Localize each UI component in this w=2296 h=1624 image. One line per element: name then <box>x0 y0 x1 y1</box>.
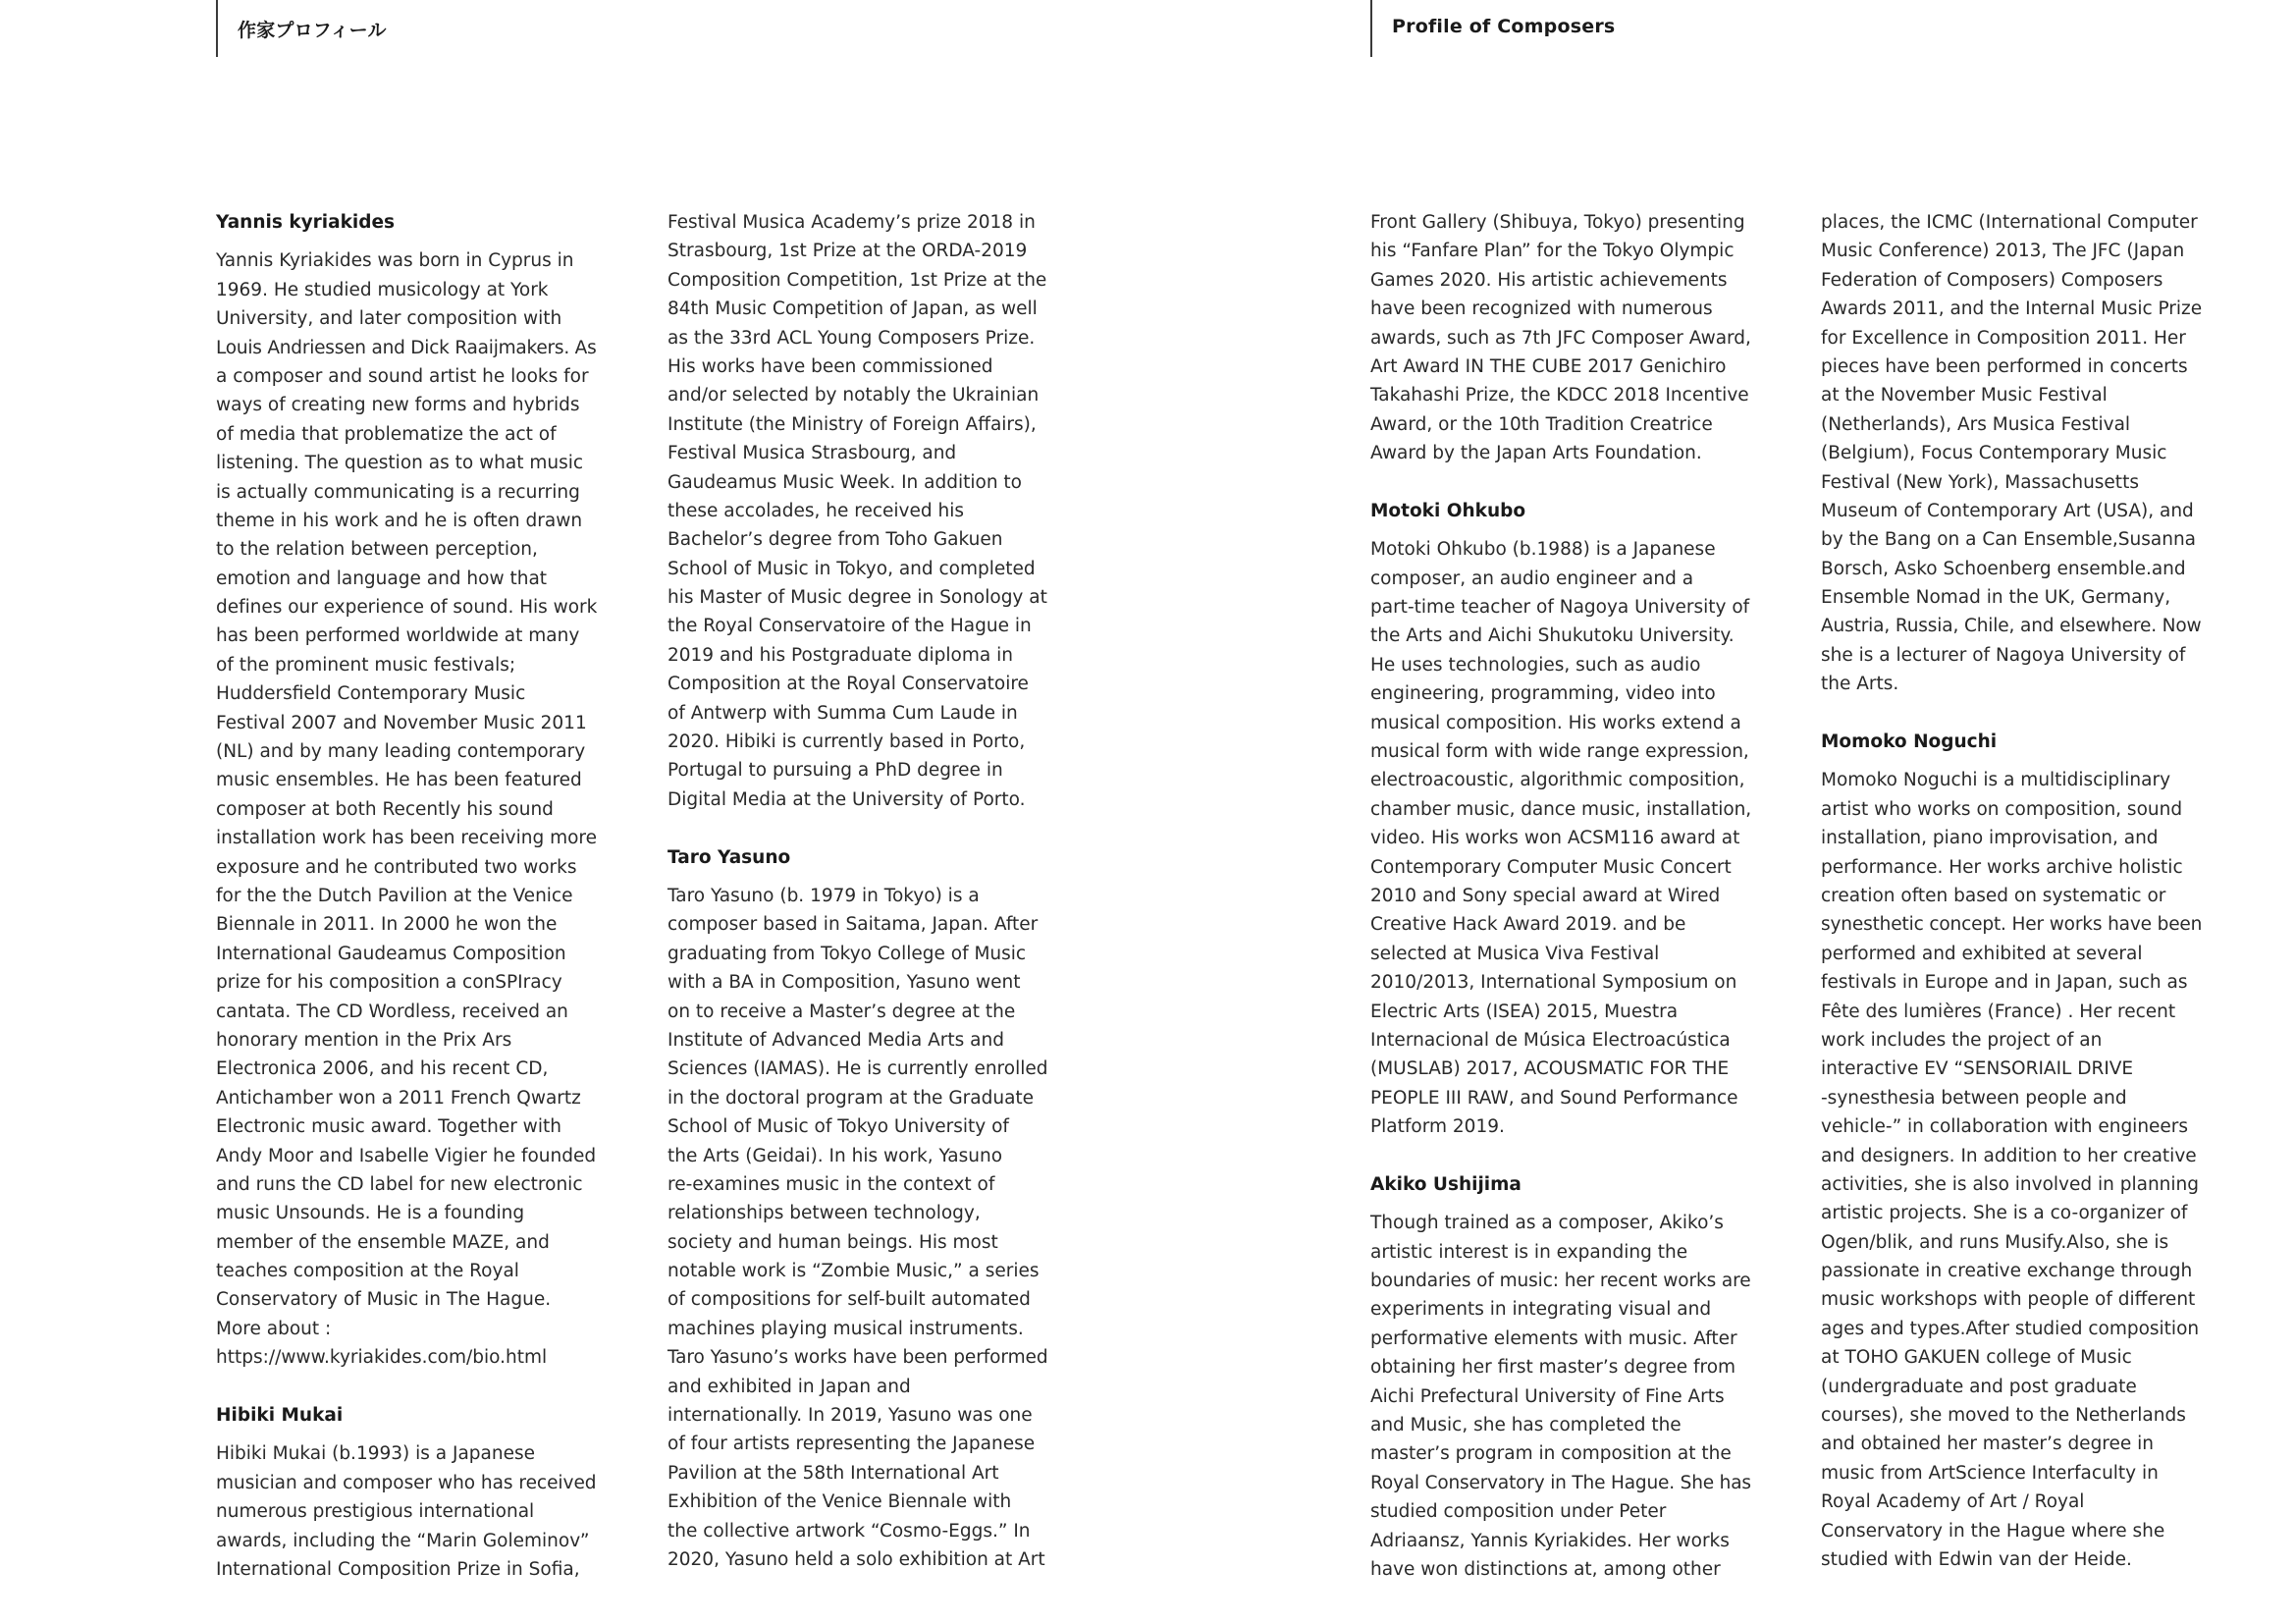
text-column-1 <box>216 208 597 1584</box>
bio-line: University, and later composition with <box>216 308 562 330</box>
bio-line: awards, such as 7th JFC Composer Award, <box>1370 327 1751 349</box>
bio-line: defines our experience of sound. His work <box>216 597 598 619</box>
bio-line: video. His works won ACSM116 award at <box>1370 828 1740 849</box>
bio-line: graduating from Tokyo College of Music <box>667 943 1027 964</box>
bio-line: Museum of Contemporary Art (USA), and <box>1821 500 2194 521</box>
bio-line: creation often based on systematic or <box>1821 885 2166 906</box>
bio-line: electroacoustic, algorithmic composition, <box>1370 770 1745 791</box>
bio-line: with a BA in Composition, Yasuno went <box>667 972 1021 994</box>
bio-line: exposure and he contributed two works <box>216 856 577 878</box>
bio-line: Takahashi Prize, the KDCC 2018 Incentive <box>1370 385 1749 406</box>
bio-line: performance. Her works archive holistic <box>1821 856 2183 878</box>
bio-line: Electronica 2006, and his recent CD, <box>216 1058 549 1080</box>
bio-line: of media that problematize the act of <box>216 423 557 445</box>
bio-line: teaches composition at the Royal <box>216 1261 519 1282</box>
text-column-4 <box>1821 208 2202 1574</box>
bio-line: (Netherlands), Ars Musica Festival <box>1821 413 2131 435</box>
bio-line: the Arts (Geidai). In his work, Yasuno <box>667 1145 1003 1166</box>
bio-line: Festival Musica Academy’s prize 2018 in <box>667 212 1036 233</box>
bio-line: she is a lecturer of Nagoya University of <box>1821 644 2186 666</box>
bio-line: Festival (New York), Massachusetts <box>1821 471 2139 493</box>
bio-line: festivals in Europe and in Japan, such as <box>1821 972 2188 994</box>
bio-line: for the the Dutch Pavilion at the Venice <box>216 885 573 906</box>
composer-entry <box>1370 208 1751 468</box>
bio-line: (MUSLAB) 2017, ACOUSMATIC FOR THE <box>1370 1058 1730 1080</box>
bio-line: engineering, programming, video into <box>1370 683 1716 705</box>
bio-line: studied with Edwin van der Heide. <box>1821 1548 2132 1570</box>
bio-line: Biennale in 2011. In 2000 he won the <box>216 914 558 936</box>
bio-line: activities, she is also involved in planning <box>1821 1173 2200 1195</box>
bio-line: on to receive a Master’s degree at the <box>667 1001 1016 1022</box>
composer-name: Momoko Noguchi <box>1821 731 1998 753</box>
bio-line: Royal Conservatory in The Hague. She has <box>1370 1472 1751 1493</box>
bio-line: obtaining her first master’s degree from <box>1370 1357 1736 1379</box>
composer-bio <box>1821 208 2202 699</box>
bio-line: synesthetic concept. Her works have been <box>1821 914 2203 936</box>
bio-line: Borsch, Asko Schoenberg ensemble.and <box>1821 558 2186 579</box>
bio-line: the Royal Conservatoire of the Hague in <box>667 616 1032 637</box>
bio-line: Louis Andriessen and Dick Raaijmakers. As <box>216 337 597 358</box>
bio-line: Though trained as a composer, Akiko’s <box>1370 1213 1724 1234</box>
bio-line: Conservatory of Music in The Hague. <box>216 1289 552 1311</box>
bio-line: ways of creating new forms and hybrids <box>216 395 580 416</box>
bio-line: part-time teacher of Nagoya University of <box>1370 597 1750 619</box>
composer-entry <box>1821 728 2202 1574</box>
bio-line: Adriaansz, Yannis Kyriakides. Her works <box>1370 1530 1730 1551</box>
composer-name: Hibiki Mukai <box>216 1405 344 1427</box>
bio-line: pieces have been performed in concerts <box>1821 355 2188 377</box>
bio-line: and Music, she has completed the <box>1370 1415 1682 1436</box>
bio-line: master’s program in composition at the <box>1370 1443 1732 1465</box>
bio-line: Awards 2011, and the Internal Music Prize <box>1821 298 2203 320</box>
left-header-rule <box>216 0 218 57</box>
bio-line: at the November Music Festival <box>1821 385 2108 406</box>
bio-line: https://www.kyriakides.com/bio.html <box>216 1347 548 1369</box>
bio-line: places, the ICMC (International Computer <box>1821 212 2198 233</box>
right-header-rule <box>1370 0 1372 57</box>
bio-line: machines playing musical instruments. <box>667 1318 1024 1339</box>
bio-line: to the relation between perception, <box>216 539 538 561</box>
bio-line: Art Award IN THE CUBE 2017 Genichiro <box>1370 355 1727 377</box>
bio-line: courses), she moved to the Netherlands <box>1821 1405 2186 1427</box>
bio-line: internationally. In 2019, Yasuno was one <box>667 1405 1033 1427</box>
bio-line: artist who works on composition, sound <box>1821 798 2183 820</box>
bio-line: Fête des lumières (France) . Her recent <box>1821 1001 2176 1022</box>
bio-line: Front Gallery (Shibuya, Tokyo) presenting <box>1370 212 1745 233</box>
bio-line: Festival Musica Strasbourg, and <box>667 443 957 464</box>
bio-line: PEOPLE III RAW, and Sound Performance <box>1370 1087 1738 1109</box>
composer-entry <box>1821 208 2202 699</box>
composer-entry <box>216 1401 597 1584</box>
bio-line: artistic projects. She is a co-organizer of <box>1821 1203 2188 1224</box>
bio-line: Composition Competition, 1st Prize at the <box>667 269 1047 291</box>
composer-name: Motoki Ohkubo <box>1370 500 1526 521</box>
bio-line: music from ArtScience Interfaculty in <box>1821 1462 2159 1484</box>
bio-line: International Composition Prize in Sofia, <box>216 1558 580 1580</box>
bio-line: Portugal to pursuing a PhD degree in <box>667 760 1003 782</box>
bio-line: (undergraduate and post graduate <box>1821 1376 2137 1397</box>
right-page-title: Profile of Composers <box>1392 16 1616 37</box>
bio-line: Aichi Prefectural University of Fine Arts <box>1370 1385 1725 1407</box>
bio-line: honorary mention in the Prix Ars <box>216 1029 512 1051</box>
bio-line: these accolades, he received his <box>667 500 964 521</box>
bio-line: performed and exhibited at several <box>1821 943 2143 964</box>
bio-line: in the doctoral program at the Graduate <box>667 1087 1035 1109</box>
bio-line: of the prominent music festivals; <box>216 654 516 676</box>
composer-bio <box>216 246 597 1372</box>
bio-line: and obtained her master’s degree in <box>1821 1434 2155 1455</box>
bio-line: His works have been commissioned <box>667 355 993 377</box>
bio-line: Andy Moor and Isabelle Vigier he founded <box>216 1145 597 1166</box>
bio-line: Contemporary Computer Music Concert <box>1370 856 1732 878</box>
bio-line: and runs the CD label for new electronic <box>216 1173 583 1195</box>
bio-line: Award by the Japan Arts Foundation. <box>1370 443 1702 464</box>
bio-line: of compositions for self-built automated <box>667 1289 1031 1311</box>
bio-line: 1969. He studied musicology at York <box>216 279 549 300</box>
bio-line: and/or selected by notably the Ukrainian <box>667 385 1040 406</box>
bio-line: Creative Hack Award 2019. and be <box>1370 914 1686 936</box>
bio-line: composer at both Recently his sound <box>216 798 554 820</box>
bio-line: Platform 2019. <box>1370 1116 1505 1138</box>
composer-entry <box>1370 497 1751 1142</box>
bio-line: for Excellence in Composition 2011. Her <box>1821 327 2186 349</box>
bio-line: member of the ensemble MAZE, and <box>216 1231 550 1253</box>
bio-line: at TOHO GAKUEN college of Music <box>1821 1347 2132 1369</box>
bio-line: relationships between technology, <box>667 1203 981 1224</box>
bio-line: Antichamber won a 2011 French Qwartz <box>216 1087 581 1109</box>
bio-line: the collective artwork “Cosmo-Eggs.” In <box>667 1520 1031 1542</box>
bio-line: musical form with wide range expression, <box>1370 741 1749 763</box>
bio-line: music workshops with people of different <box>1821 1289 2196 1311</box>
bio-line: 84th Music Competition of Japan, as well <box>667 298 1038 320</box>
bio-line: Digital Media at the University of Porto. <box>667 788 1026 810</box>
bio-line: Pavilion at the 58th International Art <box>667 1462 999 1484</box>
composer-bio <box>1370 1209 1751 1584</box>
bio-line: Taro Yasuno (b. 1979 in Tokyo) is a <box>667 885 980 906</box>
bio-line: Huddersfield Contemporary Music <box>216 683 526 705</box>
bio-line: and designers. In addition to her creative <box>1821 1145 2197 1166</box>
bio-line: emotion and language and how that <box>216 568 548 589</box>
bio-line: work includes the project of an <box>1821 1029 2103 1051</box>
composer-entry <box>667 208 1048 814</box>
left-page-title: 作家プロフィール <box>238 20 387 41</box>
bio-line: 2020, Yasuno held a solo exhibition at Art <box>667 1548 1045 1570</box>
entry-gap <box>1370 468 1751 497</box>
bio-line: 2010 and Sony special award at Wired <box>1370 885 1721 906</box>
bio-line: composer, an audio engineer and a <box>1370 568 1694 589</box>
bio-line: Strasbourg, 1st Prize at the ORDA-2019 <box>667 241 1028 262</box>
bio-line: performative elements with music. After <box>1370 1327 1737 1349</box>
bio-line: Institute (the Ministry of Foreign Affairs), <box>667 413 1037 435</box>
composer-bio <box>1821 766 2202 1574</box>
bio-line: Internacional de Música Electroacústica <box>1370 1029 1731 1051</box>
composer-bio <box>216 1439 597 1584</box>
bio-line: School of Music of Tokyo University of <box>667 1116 1009 1138</box>
bio-line: 2020. Hibiki is currently based in Porto, <box>667 731 1026 753</box>
bio-line: Gaudeamus Music Week. In addition to <box>667 471 1023 493</box>
bio-line: and exhibited in Japan and <box>667 1376 911 1397</box>
bio-line: the Arts. <box>1821 674 1899 695</box>
bio-line: have been recognized with numerous <box>1370 298 1713 320</box>
bio-line: chamber music, dance music, installation, <box>1370 798 1752 820</box>
bio-line: listening. The question as to what music <box>216 453 584 474</box>
bio-line: has been performed worldwide at many <box>216 625 580 647</box>
bio-line: passionate in creative exchange through <box>1821 1261 2193 1282</box>
bio-line: of four artists representing the Japanese <box>667 1434 1036 1455</box>
composer-entry <box>1370 1170 1751 1584</box>
bio-line: his “Fanfare Plan” for the Tokyo Olympic <box>1370 241 1735 262</box>
bio-line: studied composition under Peter <box>1370 1501 1667 1523</box>
composer-bio <box>1370 208 1751 468</box>
bio-line: School of Music in Tokyo, and completed <box>667 558 1036 579</box>
bio-line: have won distinctions at, among other <box>1370 1558 1721 1580</box>
bio-line: of Antwerp with Summa Cum Laude in <box>667 702 1018 724</box>
bio-line: More about : <box>216 1318 332 1339</box>
bio-line: installation, piano improvisation, and <box>1821 828 2159 849</box>
bio-line: International Gaudeamus Composition <box>216 943 566 964</box>
bio-line: Conservatory in the Hague where she <box>1821 1520 2165 1542</box>
bio-line: numerous prestigious international <box>216 1501 535 1523</box>
bio-line: artistic interest is in expanding the <box>1370 1241 1688 1263</box>
bio-line: the Arts and Aichi Shukutoku University. <box>1370 625 1735 647</box>
entry-gap <box>216 1373 597 1401</box>
bio-line: -synesthesia between people and <box>1821 1087 2127 1109</box>
composer-entry <box>667 843 1048 1575</box>
composer-name: Akiko Ushijima <box>1370 1173 1522 1195</box>
bio-line: (Belgium), Focus Contemporary Music <box>1821 443 2167 464</box>
bio-line: Austria, Russia, Chile, and elsewhere. Now <box>1821 616 2202 637</box>
composer-bio <box>1370 535 1751 1141</box>
composer-name: Yannis kyriakides <box>216 212 396 233</box>
bio-line: Taro Yasuno’s works have been performed <box>667 1347 1048 1369</box>
bio-line: as the 33rd ACL Young Composers Prize. <box>667 327 1036 349</box>
bio-line: Games 2020. His artistic achievements <box>1370 269 1728 291</box>
bio-line: Federation of Composers) Composers <box>1821 269 2163 291</box>
bio-line: his Master of Music degree in Sonology at <box>667 587 1047 609</box>
bio-line: Composition at the Royal Conservatoire <box>667 674 1029 695</box>
bio-line: experiments in integrating visual and <box>1370 1299 1712 1321</box>
bio-line: society and human beings. His most <box>667 1231 998 1253</box>
bio-line: 2019 and his Postgraduate diploma in <box>667 644 1013 666</box>
bio-line: by the Bang on a Can Ensemble,Susanna <box>1821 529 2197 551</box>
bio-line: interactive EV “SENSORIAIL DRIVE <box>1821 1058 2134 1080</box>
composer-bio <box>667 882 1048 1574</box>
bio-line: awards, including the “Marin Goleminov” <box>216 1530 590 1551</box>
bio-line: vehicle-” in collaboration with engineers <box>1821 1116 2189 1138</box>
entry-gap <box>1370 1142 1751 1170</box>
bio-line: cantata. The CD Wordless, received an <box>216 1001 568 1022</box>
bio-line: Hibiki Mukai (b.1993) is a Japanese <box>216 1443 535 1465</box>
bio-line: Yannis Kyriakides was born in Cyprus in <box>216 250 574 272</box>
bio-line: He uses technologies, such as audio <box>1370 654 1701 676</box>
bio-line: musician and composer who has received <box>216 1472 597 1493</box>
bio-line: Festival 2007 and November Music 2011 <box>216 712 587 733</box>
bio-line: a composer and sound artist he looks for <box>216 365 589 387</box>
bio-line: 2010/2013, International Symposium on <box>1370 972 1737 994</box>
bio-line: musical composition. His works extend a <box>1370 712 1741 733</box>
bio-line: Royal Academy of Art / Royal <box>1821 1491 2085 1513</box>
bio-line: boundaries of music: her recent works are <box>1370 1271 1751 1292</box>
bio-line: Exhibition of the Venice Biennale with <box>667 1491 1012 1513</box>
bio-line: Ensemble Nomad in the UK, Germany, <box>1821 587 2171 609</box>
bio-line: ages and types.After studied composition <box>1821 1318 2200 1339</box>
bio-line: is actually communicating is a recurring <box>216 481 580 503</box>
bio-line: composer based in Saitama, Japan. After <box>667 914 1039 936</box>
bio-line: Music Conference) 2013, The JFC (Japan <box>1821 241 2185 262</box>
composer-bio <box>667 208 1048 814</box>
bio-line: Electronic music award. Together with <box>216 1116 561 1138</box>
bio-line: Motoki Ohkubo (b.1988) is a Japanese <box>1370 539 1716 561</box>
text-column-3 <box>1370 208 1751 1584</box>
bio-line: prize for his composition a conSPIracy <box>216 972 562 994</box>
bio-line: Electric Arts (ISEA) 2015, Muestra <box>1370 1001 1679 1022</box>
composer-name: Taro Yasuno <box>667 846 791 868</box>
bio-line: music ensembles. He has been featured <box>216 770 582 791</box>
bio-line: theme in his work and he is often drawn <box>216 510 583 531</box>
bio-line: installation work has been receiving more <box>216 828 598 849</box>
bio-line: Momoko Noguchi is a multidisciplinary <box>1821 770 2171 791</box>
entry-gap <box>1821 699 2202 728</box>
bio-line: Sciences (IAMAS). He is currently enrolled <box>667 1058 1048 1080</box>
text-column-2 <box>667 208 1048 1574</box>
bio-line: (NL) and by many leading contemporary <box>216 741 586 763</box>
bio-line: re-examines music in the context of <box>667 1173 995 1195</box>
entry-gap <box>667 814 1048 842</box>
bio-line: Bachelor’s degree from Toho Gakuen <box>667 529 1003 551</box>
bio-line: notable work is “Zombie Music,” a series <box>667 1261 1040 1282</box>
bio-line: music Unsounds. He is a founding <box>216 1203 525 1224</box>
bio-line: selected at Musica Viva Festival <box>1370 943 1660 964</box>
bio-line: Institute of Advanced Media Arts and <box>667 1029 1004 1051</box>
bio-line: Award, or the 10th Tradition Creatrice <box>1370 413 1713 435</box>
composer-entry <box>216 208 597 1373</box>
bio-line: Ogen/blik, and runs Musify.Also, she is <box>1821 1231 2169 1253</box>
